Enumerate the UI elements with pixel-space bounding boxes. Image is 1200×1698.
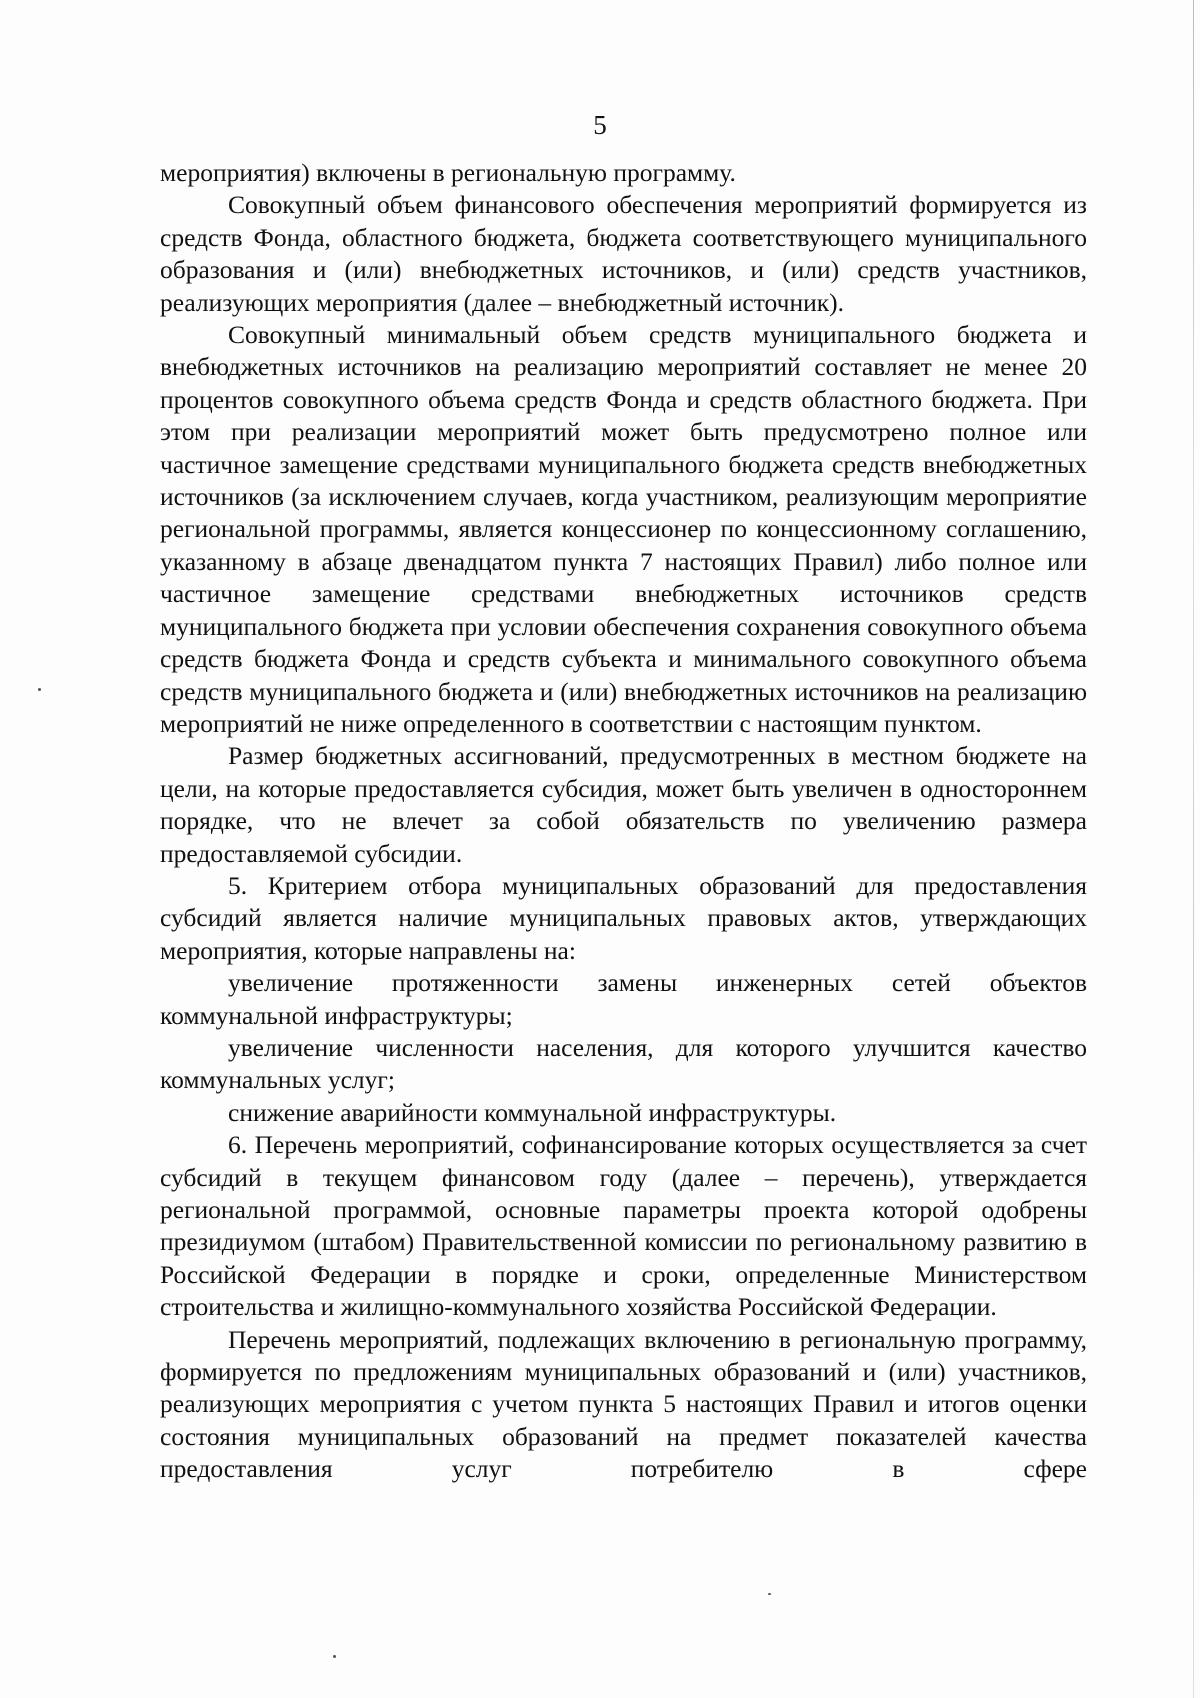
paragraph-criterion-population: увеличение численности населения, для которого улучшится качество коммунальных услуг; <box>160 1032 1087 1095</box>
paragraph-list-formation: Перечень мероприятий, подлежащих включению в региональную программу, формируется по предложениям муниципальных образований и (или) участников, реализующих мероприятия с учетом пункта 5 настоящих Правил и итогов оценки состояния муниципальных образований на предмет показателей качества предоставления услуг потребителю в сфере <box>160 1324 1087 1484</box>
document-body <box>160 157 1087 1486</box>
paragraph-item-6-list: 6. Перечень мероприятий, софинансирование которых осуществляется за счет субсидий в текущем финансовом году (далее – перечень), утверждается региональной программой, основные параметры проекта которой одобрены президиумом (штабом) Правительственной комиссии по региональному развитию в Российской Федерации в порядке и сроки, определенные Министерством строительства и жилищно-коммунального хозяйства Российской Федерации. <box>160 1130 1087 1322</box>
paragraph-minimum-funding: Совокупный минимальный объем средств муниципального бюджета и внебюджетных источников на реализацию мероприятий составляет не менее 20 процентов совокупного объема средств Фонда и средств областного бюджета. При этом при реализации мероприятий может быть предусмотрено полное или частичное замещение средствами муниципального бюджета средств внебюджетных источников (за исключением случаев, когда участником, реализующим мероприятие региональной программы, является концессионер по концессионному соглашению, указанному в абзаце двенадцатом пункта 7 настоящих Правил) либо полное или частичное замещение средствами внебюджетных источников средств муниципального бюджета при условии обеспечения сохранения совокупного объема средств бюджета Фонда и средств субъекта и минимального совокупного объема средств муниципального бюджета и (или) внебюджетных источников на реализацию мероприятий не ниже определенного в соответствии с настоящим пунктом. <box>160 320 1087 738</box>
paragraph-item-5-criteria: 5. Критерием отбора муниципальных образований для предоставления субсидий является наличие муниципальных правовых актов, утверждающих мероприятия, которые направлены на: <box>160 870 1087 965</box>
paragraph-budget-allocation: Размер бюджетных ассигнований, предусмотренных в местном бюджете на цели, на которые предоставляется субсидия, может быть увеличен в одностороннем порядке, что не влечет за собой обязательств по увеличению размера предоставляемой субсидии. <box>160 741 1087 868</box>
scan-speck <box>38 688 41 691</box>
paragraph-continuation: мероприятия) включены в региональную программу. <box>160 158 736 187</box>
paragraph-criterion-accidents: снижение аварийности коммунальной инфраструктуры. <box>228 1097 837 1127</box>
paragraph-criterion-networks: увеличение протяженности замены инженерных сетей объектов коммунальной инфраструктуры; <box>160 968 1087 1030</box>
scan-speck <box>768 1593 771 1595</box>
paragraph-total-funding: Совокупный объем финансового обеспечения мероприятий формируется из средств Фонда, областного бюджета, бюджета соответствующего муниципального образования и (или) внебюджетных источников, и (или) средств участников, реализующих мероприятия (далее – внебюджетный источник). <box>160 190 1087 317</box>
page-number: 5 <box>593 110 607 140</box>
scan-speck <box>333 1655 336 1658</box>
scan-edge-line <box>1193 0 1194 1698</box>
